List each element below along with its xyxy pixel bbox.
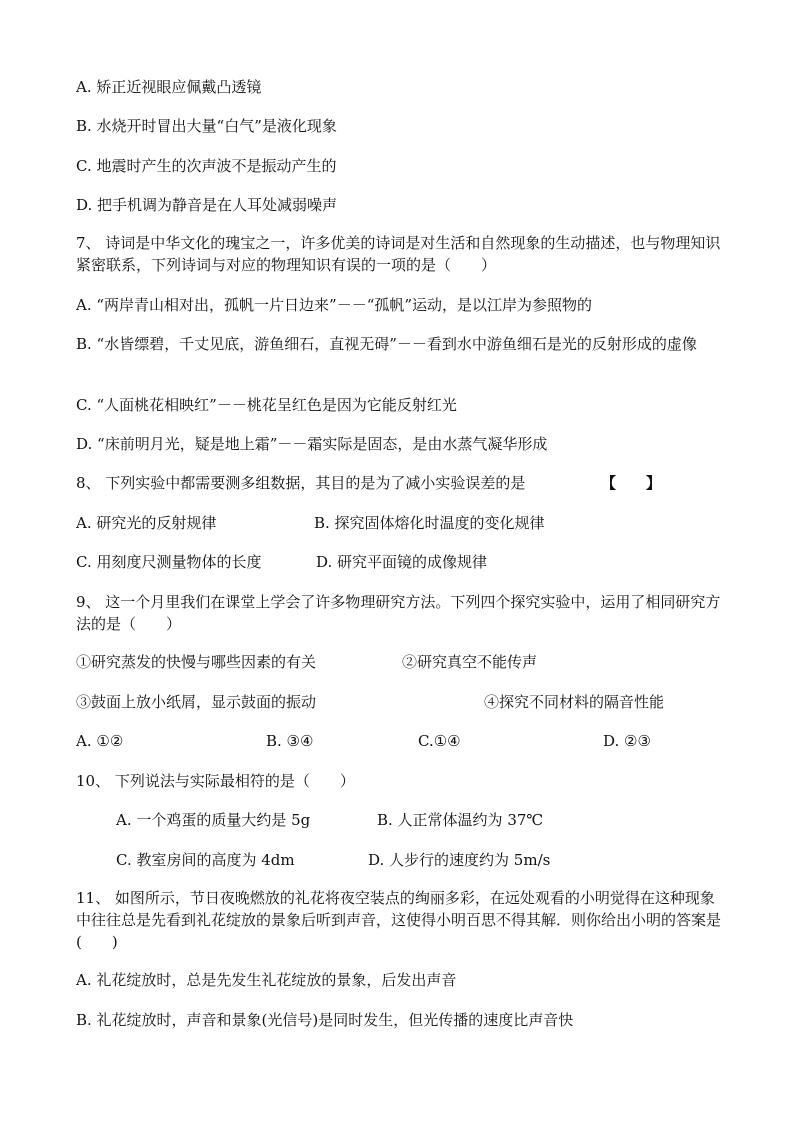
q9-option-b: B. ③④ xyxy=(266,732,314,750)
q6-option-b: B. 水烧开时冒出大量“白气”是液化现象 xyxy=(76,117,337,135)
q8-option-a: A. 研究光的反射规律 xyxy=(76,514,217,532)
q7-option-a: A. “两岸青山相对出，孤帆一片日边来”－－“孤帆”运动，是以江岸为参照物的 xyxy=(76,296,593,314)
q7-option-c: C. “人面桃花相映红”－－桃花呈红色是因为它能反射红光 xyxy=(76,396,457,414)
q8-stem xyxy=(76,472,726,494)
q6-option-c: C. 地震时产生的次声波不是振动产生的 xyxy=(76,157,337,175)
q10-stem: 10、 下列说法与实际最相符的是（ ） xyxy=(76,772,355,790)
q11-option-a: A. 礼花绽放时，总是先发生礼花绽放的景象，后发出声音 xyxy=(76,971,457,989)
q11-option-b: B. 礼花绽放时，声音和景象(光信号)是同时发生，但光传播的速度比声音快 xyxy=(76,1011,574,1029)
q6-option-a: A. 矫正近视眼应佩戴凸透镜 xyxy=(76,78,262,96)
q8-option-c: C. 用刻度尺测量物体的长度 xyxy=(76,553,262,571)
q10-option-c: C. 教室房间的高度为 4dm xyxy=(116,851,295,869)
q8-stem-text: 8、 下列实验中都需要测多组数据，其目的是为了减小实验误差的是 xyxy=(76,474,526,492)
q9-item-4: ④探究不同材料的隔音性能 xyxy=(484,693,665,711)
q9-option-d: D. ②③ xyxy=(603,732,651,750)
q8-option-b: B. 探究固体熔化时温度的变化规律 xyxy=(314,514,545,532)
q9-item-2: ②研究真空不能传声 xyxy=(402,653,538,671)
q11-stem: 11、 如图所示，节日夜晚燃放的礼花将夜空装点的绚丽多彩，在远处观看的小明觉得在这种现象中往往总是先看到礼花绽放的景象后听到声音，这使得小明百思不得其解．则你给出小明的答案是( ) xyxy=(76,889,722,951)
q7-option-b: B. “水皆缥碧，千丈见底，游鱼细石，直视无碍”－－看到水中游鱼细石是光的反射形成的虚像 xyxy=(76,335,697,353)
q10-option-d: D. 人步行的速度约为 5m/s xyxy=(368,851,551,869)
q10-option-a: A. 一个鸡蛋的质量大约是 5g xyxy=(116,811,311,829)
q9-option-a: A. ①② xyxy=(76,732,124,750)
q7-option-d: D. “床前明月光，疑是地上霜”－－霜实际是固态，是由水蒸气凝华形成 xyxy=(76,435,548,453)
q7-stem: 7、 诗词是中华文化的瑰宝之一，许多优美的诗词是对生活和自然现象的生动描述，也与物理知识紧密联系，下列诗词与对应的物理知识有误的一项的是（ ） xyxy=(76,234,721,274)
q10-option-b: B. 人正常体温约为 37℃ xyxy=(377,811,544,829)
q6-option-d: D. 把手机调为静音是在人耳处减弱噪声 xyxy=(76,196,338,214)
q8-option-d: D. 研究平面镜的成像规律 xyxy=(316,553,488,571)
q8-answer-bracket: 【 】 xyxy=(601,474,662,492)
q9-stem: 9、 这一个月里我们在课堂上学会了许多物理研究方法。下列四个探究实验中，运用了相同研究方法的是（ ） xyxy=(76,593,721,633)
q9-item-3: ③鼓面上放小纸屑，显示鼓面的振动 xyxy=(76,693,317,711)
q9-item-1: ①研究蒸发的快慢与哪些因素的有关 xyxy=(76,653,317,671)
q9-option-c: C.①④ xyxy=(418,732,461,750)
